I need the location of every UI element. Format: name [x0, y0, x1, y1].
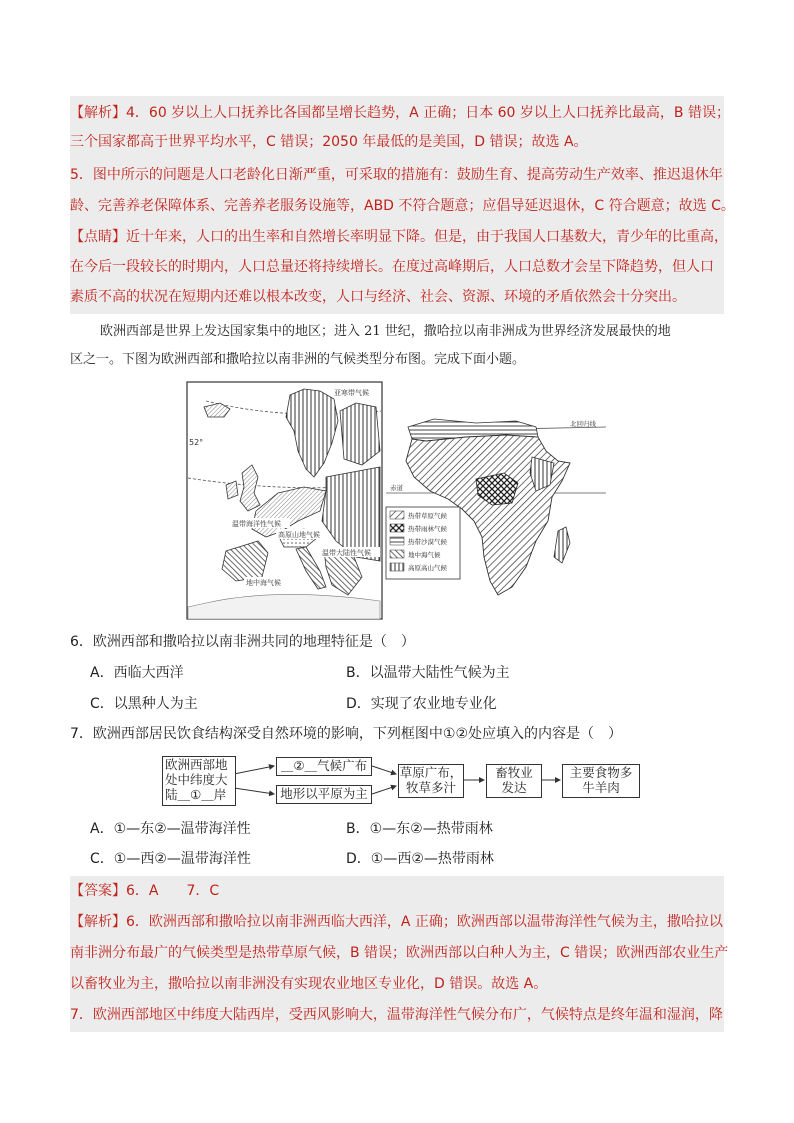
label-temperate-marine: 温带海洋性气候: [232, 520, 281, 528]
flow-box-grassland: 草原广布， 牧草多汁: [398, 764, 464, 798]
q6-stem: 6．欧洲西部和撒哈拉以南非洲共同的地理特征是（ ）: [70, 634, 415, 650]
answer-tag: 【答案】: [70, 883, 126, 899]
flow-box-terrain: 地形以平原为主: [276, 785, 372, 804]
legend-label-highland: 高原高山气候: [408, 564, 447, 572]
label-equator: 赤道: [390, 484, 403, 492]
legend-swatch-desert: [390, 537, 404, 545]
label-subarctic: 亚寒带气候: [334, 389, 369, 397]
note-line-2: 在今后一段较长的时期内，人口总量还将持续增长。在度过高峰期后，人口总数才会呈下降趋势，但人口: [70, 259, 714, 275]
climate-map-figure: [186, 381, 606, 625]
analysis-line-4: 龄、完善养老保障体系、完善养老服务设施等，ABD 不符合题意；应倡导延迟退休，C 符合题意；故选 C。: [70, 198, 735, 214]
flow-box-location: 欧洲西部地 处中纬度大 陆＿①＿岸: [162, 756, 236, 806]
label-mediterranean: 地中海气候: [246, 579, 281, 587]
q7-option-a[interactable]: A．①—东②—温带海洋性: [90, 821, 251, 837]
q7-option-d[interactable]: D．①—西②—热带雨林: [346, 851, 494, 867]
analysis2-tag: 【解析】: [70, 914, 126, 930]
legend-label-desert: 热带沙漠气候: [408, 538, 447, 546]
intro-line-2: 区之一。下图为欧洲西部和撒哈拉以南非洲的气候类型分布图。完成下面小题。: [70, 352, 526, 367]
legend-label-mediterranean: 地中海气候: [408, 551, 441, 559]
note-line-3: 素质不高的状况在短期内还难以根本改变，人口与经济、社会、资源、环境的矛盾依然会十分突出。: [70, 289, 686, 305]
analysis-line-1: 【解析】4．60 岁以上人口抚养比各国都呈增长趋势，A 正确；日本 60 岁以上人口抚养比最高，B 错误；: [70, 105, 730, 121]
analysis2-line-3: 以畜牧业为主，撒哈拉以南非洲没有实现农业地区专业化，D 错误。故选 A。: [70, 976, 548, 992]
climate-map-svg: [186, 381, 606, 621]
flow-box-food: 主要食物多 牛羊肉: [562, 764, 640, 798]
q7-flowchart: [162, 756, 642, 806]
note-tag: 【点睛】: [70, 229, 126, 245]
q6-option-c[interactable]: C．以黑种人为主: [90, 696, 198, 712]
legend-swatch-highland: [390, 563, 404, 571]
analysis-tag: 【解析】: [70, 105, 126, 121]
finland-region: [340, 403, 380, 465]
flow-box-climate: ＿②＿气候广布: [276, 757, 372, 776]
q7-option-c[interactable]: C．①—西②—温带海洋性: [90, 851, 251, 867]
label-tropic-cancer: 北回归线: [570, 420, 596, 428]
map-legend: [386, 507, 460, 579]
label-lat52: 52°: [189, 438, 204, 447]
legend-label-savanna: 热带草原气候: [408, 512, 447, 520]
label-highland: 高原山地气候: [278, 531, 320, 539]
q6-option-d[interactable]: D．实现了农业地专业化: [346, 696, 497, 712]
answer-line: 【答案】6．A 7．C: [70, 883, 220, 899]
label-temperate-continental: 温带大陆性气候: [322, 549, 371, 557]
q6-option-a[interactable]: A．西临大西洋: [90, 665, 184, 681]
legend-label-rainforest: 热带雨林气候: [408, 525, 447, 533]
analysis2-line-1: 【解析】6．欧洲西部和撒哈拉以南非洲西临大西洋，A 正确；欧洲西部以温带海洋性气候为主，撒哈拉以: [70, 914, 723, 930]
q7-stem: 7．欧洲西部居民饮食结构深受自然环境的影响，下列框图中①②处应填入的内容是（ ）: [70, 726, 623, 742]
legend-swatch-rainforest: [390, 524, 404, 532]
legend-swatch-mediterranean: [390, 550, 404, 558]
analysis-line-3: 5．图中所示的问题是人口老龄化日渐严重，可采取的措施有：鼓励生育、提高劳动生产效率、推迟退休年: [70, 167, 723, 183]
note-line-1: 【点睛】近十年来，人口的出生率和自然增长率明显下降。但是，由于我国人口基数大，青少年的比重高，: [70, 229, 728, 245]
flow-box-husbandry: 畜牧业 发达: [486, 764, 542, 798]
intro-line-1: 欧洲西部是世界上发达国家集中的地区；进入 21 世纪，撒哈拉以南非洲成为世界经济发展最快的地: [100, 324, 671, 339]
legend-swatch-savanna: [390, 511, 404, 519]
analysis2-line-4: 7．欧洲西部地区中纬度大陆西岸，受西风影响大，温带海洋性气候分布广，气候特点是终年温和湿润，降: [70, 1007, 723, 1023]
q7-option-b[interactable]: B．①—东②—热带雨林: [346, 821, 493, 837]
q6-option-b[interactable]: B．以温带大陆性气候为主: [346, 665, 510, 681]
analysis2-line-2: 南非洲分布最广的气候类型是热带草原气候，B 错误；欧洲西部以白种人为主，C 错误；欧洲西部农业生产: [70, 945, 729, 961]
madagascar-region: [554, 527, 570, 563]
analysis-line-2: 三个国家都高于世界平均水平，C 错误；2050 年最低的是美国，D 错误；故选 A。: [70, 134, 588, 150]
